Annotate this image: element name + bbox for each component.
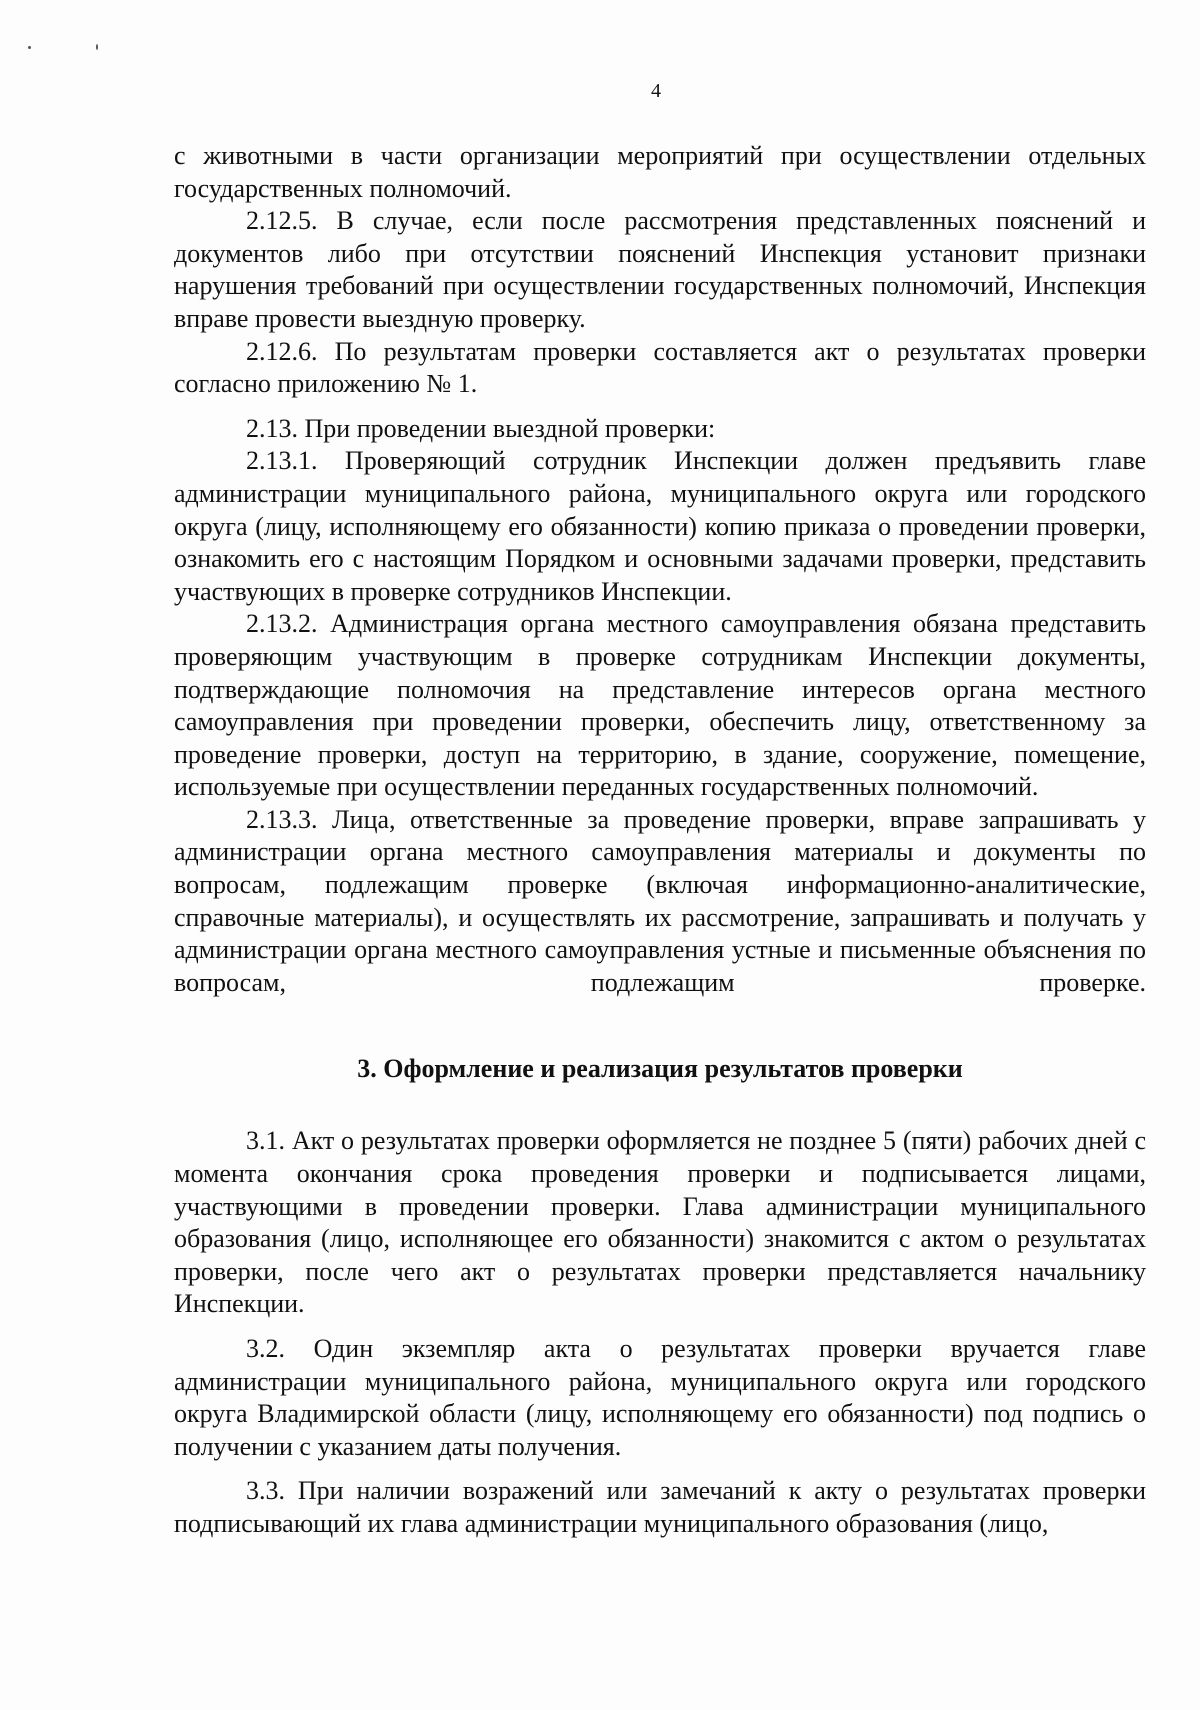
- paragraph-3-3: 3.3. При наличии возражений или замечаний к акту о результатах проверки подписывающий их глава администрации муниципального образования (лицо,: [174, 1476, 1146, 1538]
- page-number: 4: [651, 80, 661, 102]
- section-heading: 3. Оформление и реализация результатов проверки: [357, 1054, 963, 1084]
- paragraph-2-12-5: 2.12.5. В случае, если после рассмотрения представленных пояснений и документов либо при отсутствии пояснений Инспекция установит признаки нарушения требований при осуществлении государственных полномочий, Инспекция вправе провести выездную проверку.: [174, 206, 1146, 333]
- scan-speck: [96, 44, 98, 50]
- paragraph-2-13-2: 2.13.2. Администрация органа местного самоуправления обязана представить проверяющим участвующим в проверке сотрудникам Инспекции документы, подтверждающие полномочия на представление интересов органа местного самоуправления при проведении проверки, обеспечить лицу, ответственному за проведение проверки, доступ на территорию, в здание, сооружение, помещение, используемые при осуществлении переданных государственных полномочий.: [174, 609, 1146, 802]
- paragraph-2-13-1: 2.13.1. Проверяющий сотрудник Инспекции должен предъявить главе администрации муниципального района, муниципального округа или городского округа (лицу, исполняющему его обязанности) копию приказа о проведении проверки, ознакомить его с настоящим Порядком и основными задачами проверки, представить участвующих в проверке сотрудников Инспекции.: [174, 446, 1146, 606]
- scan-speck: [28, 46, 31, 49]
- paragraph-2-13: 2.13. При проведении выездной проверки:: [246, 413, 716, 443]
- paragraph-2-13-3: 2.13.3. Лица, ответственные за проведение проверки, вправе запрашивать у администрации органа местного самоуправления материалы и документы по вопросам, подлежащим проверке (включая информационно-аналитические, справочные материалы), и осуществлять их рассмотрение, запрашивать и получать у администрации органа местного самоуправления устные и письменные объяснения по вопросам, подлежащим проверке.: [174, 804, 1146, 997]
- paragraph-3-2: 3.2. Один экземпляр акта о результатах проверки вручается главе администрации муниципального района, муниципального округа или городского округа Владимирской области (лицу, исполняющему его обязанности) под подпись о получении с указанием даты получения.: [174, 1334, 1146, 1461]
- paragraph-2-12-6: 2.12.6. По результатам проверки составляется акт о результатах проверки согласно приложению № 1.: [174, 336, 1146, 399]
- paragraph-3-1: 3.1. Акт о результатах проверки оформляется не позднее 5 (пяти) рабочих дней с момента окончания срока проведения проверки и подписывается лицами, участвующими в проведении проверки. Глава администрации муниципального образования (лицо, исполняющее его обязанности) знакомится с актом о результатах проверки, после чего акт о результатах проверки представляется начальнику Инспекции.: [174, 1126, 1146, 1319]
- paragraph-continuation: с животными в части организации мероприятий при осуществлении отдельных государственных полномочий.: [174, 141, 1146, 203]
- document-body: [174, 140, 1146, 1541]
